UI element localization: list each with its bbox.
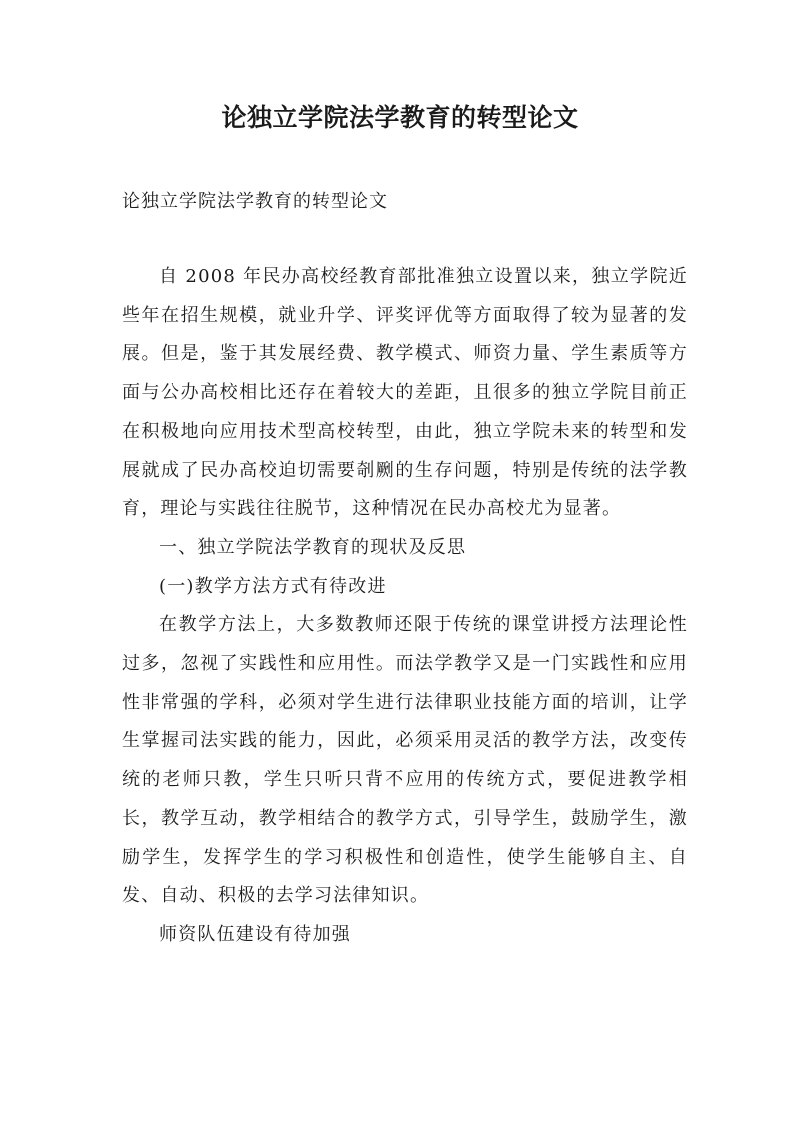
intro-paragraph: 自 2008 年民办高校经教育部批准独立设置以来，独立学院近些年在招生规模，就业升学、评奖评优等方面取得了较为显著的发展。但是，鉴于其发展经费、教学模式、师资力量、学生素质等方面与公办高校相比还存在着较大的差距，且很多的独立学院目前正在积极地向应用技术型高校转型，由此，独立学院未来的转型和发展就成了民办高校迫切需要剞劂的生存问题，特别是传统的法学教育，理论与实践往往脱节，这种情况在民办高校尤为显著。 xyxy=(122,266,688,520)
document-title: 论独立学院法学教育的转型论文 xyxy=(221,103,579,132)
body-paragraph: 在教学方法上，大多数教师还限于传统的课堂讲授方法理论性过多，忽视了实践性和应用性。而法学教学又是一门实践性和应用性非常强的学科，必须对学生进行法律职业技能方面的培训，让学生掌握司法实践的能力，因此，必须采用灵活的教学方法，改变传统的老师只教，学生只听只背不应用的传统方式，要促进教学相长，教学互动，教学相结合的教学方式，引导学生，鼓励学生，激励学生，发挥学生的学习积极性和创造性，使学生能够自主、自发、自动、积极的去学习法律知识。 xyxy=(122,614,688,907)
subsection-heading-2: 师资队伍建设有待加强 xyxy=(159,923,351,945)
section-heading: 一、独立学院法学教育的现状及反思 xyxy=(159,536,467,558)
subsection-heading: (一)教学方法方式有待改进 xyxy=(159,575,387,597)
document-body xyxy=(122,258,688,955)
document-subtitle: 论独立学院法学教育的转型论文 xyxy=(122,191,388,212)
